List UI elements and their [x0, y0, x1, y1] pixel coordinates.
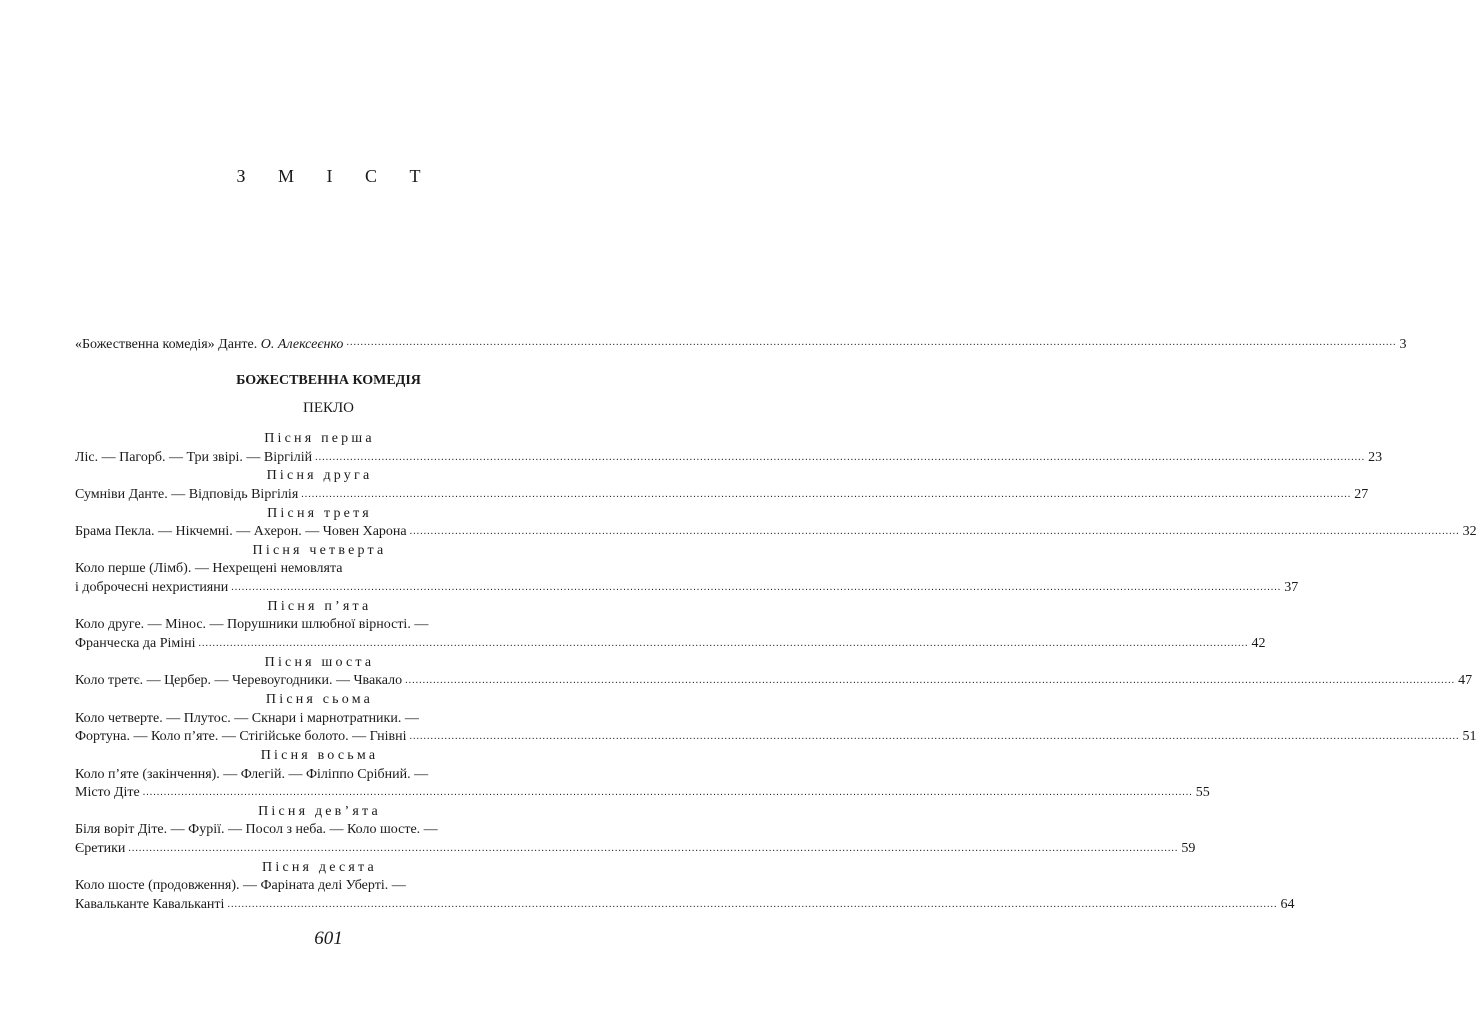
page-number: 55 [1195, 785, 1210, 801]
page-number: 59 [1181, 841, 1196, 857]
toc-entry-line[interactable]: Коло друге. — Мінос. — Порушники шлюбної вірності. — [75, 617, 429, 633]
dot-leader: ............................................................................................................................................................................................................................................................................................................ [405, 675, 1456, 687]
toc-entry-intro[interactable] [75, 337, 1407, 353]
dot-leader: ............................................................................................................................................................................................................................................................................................................ [346, 337, 1397, 348]
page-number: 23 [1368, 449, 1383, 465]
dot-leader: ............................................................................................................................................................................................................................................................................................................ [231, 582, 1282, 594]
page-number: 32 [1462, 524, 1477, 540]
toc-entry-text: Кавальканте Кавальканті [75, 897, 225, 913]
toc-entry-line[interactable] [75, 449, 1383, 468]
toc-entry-text: і доброчесні нехристияни [75, 580, 229, 596]
intro-text: «Божественна комедія» Данте. [75, 337, 261, 352]
page-number: 64 [1280, 897, 1295, 913]
canto-heading: Пісня восьма [260, 747, 379, 763]
toc-entry-text: Єретики [75, 841, 126, 857]
work-title: БОЖЕСТВЕННА КОМЕДІЯ [236, 373, 421, 388]
canto-heading: Пісня шоста [264, 654, 375, 670]
toc-entry-text: Місто Діте [75, 785, 140, 801]
page-number: 27 [1354, 486, 1369, 502]
toc-entry-line[interactable] [75, 486, 1369, 505]
folio-page-number: 601 [314, 928, 343, 949]
toc-entry-line[interactable]: Коло перше (Лімб). — Нехрещені немовлята [75, 561, 343, 577]
toc-entry-line[interactable] [75, 579, 1299, 598]
toc-entry-text: Коло третє. — Цербер. — Черевоугодники. — Чвакало [75, 673, 403, 689]
toc-entry-text: Брама Пекла. — Нікчемні. — Ахерон. — Човен Харона [75, 524, 407, 540]
page-number: 51 [1462, 729, 1477, 745]
dot-leader: ............................................................................................................................................................................................................................................................................................................ [301, 488, 1352, 500]
toc-entry-text: Ліс. — Пагорб. — Три звірі. — Віргілій [75, 449, 313, 465]
dot-leader: ............................................................................................................................................................................................................................................................................................................ [409, 526, 1460, 538]
page-number: 37 [1284, 580, 1299, 596]
canto-heading: Пісня друга [266, 468, 373, 484]
toc-entry-line[interactable] [75, 728, 1477, 747]
table-of-contents [75, 430, 1477, 915]
dot-leader: ............................................................................................................................................................................................................................................................................................................ [409, 731, 1460, 743]
toc-entry-line[interactable] [75, 784, 1210, 803]
toc-entry-line[interactable] [75, 523, 1477, 542]
toc-entry-text: Сумніви Данте. — Відповідь Віргілія [75, 486, 299, 502]
dot-leader: ............................................................................................................................................................................................................................................................................................................ [315, 451, 1366, 463]
page-number: 3 [1399, 337, 1407, 352]
intro-author: О. Алексеєнко [260, 337, 344, 352]
toc-entry-line[interactable] [75, 672, 1473, 691]
canto-heading: Пісня четверта [252, 542, 387, 558]
dot-leader: ............................................................................................................................................................................................................................................................................................................ [142, 787, 1193, 799]
toc-entry-line[interactable]: Коло шосте (продовження). — Фаріната делі Уберті. — [75, 878, 406, 894]
toc-entry-line[interactable]: Біля воріт Діте. — Фурії. — Посол з неба. — Коло шосте. — [75, 822, 438, 838]
toc-entry-text: Франческа да Ріміні [75, 636, 196, 652]
canto-heading: Пісня п’ята [267, 598, 372, 614]
toc-entry-line[interactable]: Коло п’яте (закінчення). — Флегій. — Філіппо Срібний. — [75, 766, 429, 782]
page-number: 42 [1251, 636, 1266, 652]
dot-leader: ............................................................................................................................................................................................................................................................................................................ [128, 843, 1179, 855]
canto-heading: Пісня десята [262, 859, 377, 875]
dot-leader: ............................................................................................................................................................................................................................................................................................................ [227, 899, 1278, 911]
toc-entry-line[interactable] [75, 840, 1196, 859]
toc-entry-line[interactable] [75, 635, 1266, 654]
toc-entry-line[interactable] [75, 896, 1295, 915]
canto-heading: Пісня перша [264, 431, 375, 446]
dot-leader: ............................................................................................................................................................................................................................................................................................................ [198, 638, 1249, 650]
canto-heading: Пісня сьома [265, 691, 374, 707]
page-title: З М І С Т [236, 166, 435, 186]
canto-heading: Пісня дев’ята [258, 803, 381, 819]
toc-entry-line[interactable]: Коло четверте. — Плутос. — Скнари і марнотратники. — [75, 710, 419, 726]
part-title: ПЕКЛО [302, 400, 354, 416]
canto-heading: Пісня третя [267, 505, 372, 521]
page-number: 47 [1458, 673, 1473, 689]
toc-entry-text: Фортуна. — Коло п’яте. — Стігійське болото. — Гнівні [75, 729, 407, 745]
